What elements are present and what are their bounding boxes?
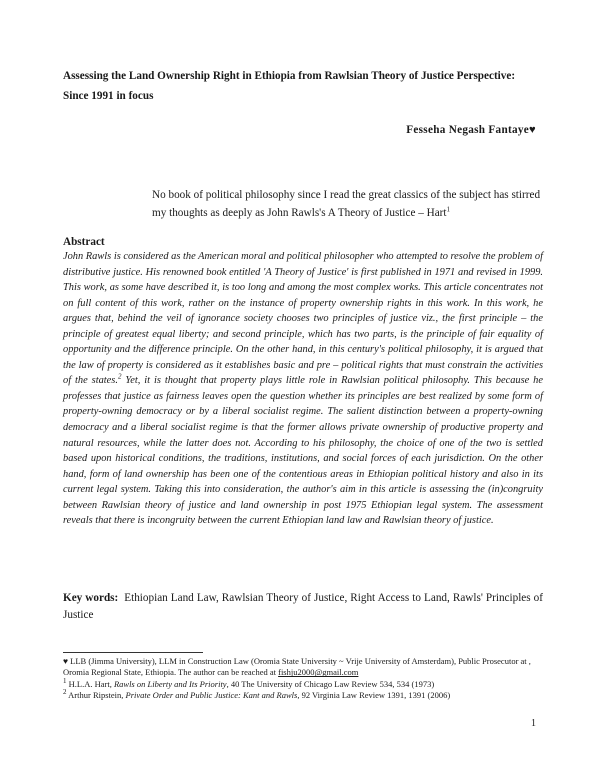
footnote-1-lead: H.L.A. Hart, bbox=[66, 678, 114, 689]
footnote-2-title: Private Order and Public Justice: Kant and Rawls bbox=[125, 690, 298, 701]
page-number: 1 bbox=[531, 718, 536, 729]
footnotes bbox=[63, 656, 543, 702]
abstract-body bbox=[63, 249, 543, 529]
footnote-1-marker: 1 bbox=[63, 676, 67, 685]
footnote-1-tail: , 40 The University of Chicago Law Review 534, 534 (1973) bbox=[226, 678, 435, 689]
keywords-section bbox=[63, 590, 543, 624]
author-email-link[interactable]: fishju2000@gmail.com bbox=[278, 667, 359, 678]
keywords-label: Key words: bbox=[63, 592, 119, 604]
footnote-2-tail: , 92 Virginia Law Review 1391, 1391 (2006) bbox=[297, 690, 451, 701]
footnote-author bbox=[63, 656, 543, 679]
footnote-author-marker: ♥ bbox=[63, 656, 69, 666]
paper-title: Assessing the Land Ownership Right in Ethiopia from Rawlsian Theory of Justice Perspective: Since 1991 in focus bbox=[63, 70, 516, 102]
footnote-1 bbox=[63, 676, 543, 690]
footnote-2-lead: Arthur Ripstein, bbox=[66, 690, 126, 701]
author-name: Fesseha Negash Fantaye♥ bbox=[406, 124, 536, 136]
abstract-heading: Abstract bbox=[63, 236, 105, 248]
abstract-text-part1: John Rawls is considered as the American moral and political philosopher who attempted to resolve the problem of distributive justice. His renowned book entitled 'A Theory of Justice' is first published in 1971 and revised in 1999. This work, as some have described it, is too long and among the most complex works. This article concentrates not on full content of this work, rather on the instance of property ownership rights in this work. In this work, he argues that, behind the veil of ignorance society chooses two principles of justice viz., the first principle – the principle of greatest equal liberty; and second principle, which has two parts, is the principle of fair equality of opportunity and the difference principle. On the other hand, in this century's political philosophy, it is argued that the law of property is considered as it establishes basic and pre – political rights that must constrain the activities of the states. bbox=[63, 251, 543, 387]
footnote-author-text: LLB (Jimma University), LLM in Construction Law (Oromia State University ~ Vrije University of Amsterdam), Public Prosecutor at , Oromia Regional State, Ethiopia. The author can be reached at bbox=[63, 656, 531, 678]
footnote-2 bbox=[63, 690, 543, 701]
footnote-ref-1[interactable]: 1 bbox=[446, 205, 451, 214]
epigraph-quote bbox=[152, 186, 552, 222]
footnote-2-marker: 2 bbox=[63, 688, 67, 697]
footnote-ref-2[interactable]: 2 bbox=[117, 372, 122, 381]
footnote-divider bbox=[63, 652, 203, 653]
epigraph-text: No book of political philosophy since I read the great classics of the subject has stirred my thoughts as deeply as John Rawls's A Theory of Justice – Hart bbox=[152, 189, 541, 219]
keywords-text: Ethiopian Land Law, Rawlsian Theory of Justice, Right Access to Land, Rawls' Principles of Justice bbox=[63, 592, 543, 621]
footnote-1-title: Rawls on Liberty and Its Priority bbox=[113, 678, 227, 689]
abstract-text-part2: Yet, it is thought that property plays little role in Rawlsian political philosophy. This because he professes that justice as fairness leaves open the question whether its principles are best realized by some form of property-owning democracy or by a liberal socialist regime. The salient distinction between a property-owning democracy and a liberal socialist regime is that the former allows private ownership of productive property and natural resources, while the latter does not. According to his philosophy, the choice of one of the two is settled based upon historical conditions, the traditions, institutions, and social forces of each jurisdiction. On the other hand, form of land ownership has been one of the contentious areas in Ethiopian political history and also in its current legal system. Taking this into consideration, the author's aim in this article is assessing the (in)congruity between Rawlsian theory of justice and land ownership in post 1975 Ethiopian legal system. The assessment reveals that there is incongruity between the current Ethiopian land law and Rawlsian theory of justice. bbox=[63, 375, 543, 527]
